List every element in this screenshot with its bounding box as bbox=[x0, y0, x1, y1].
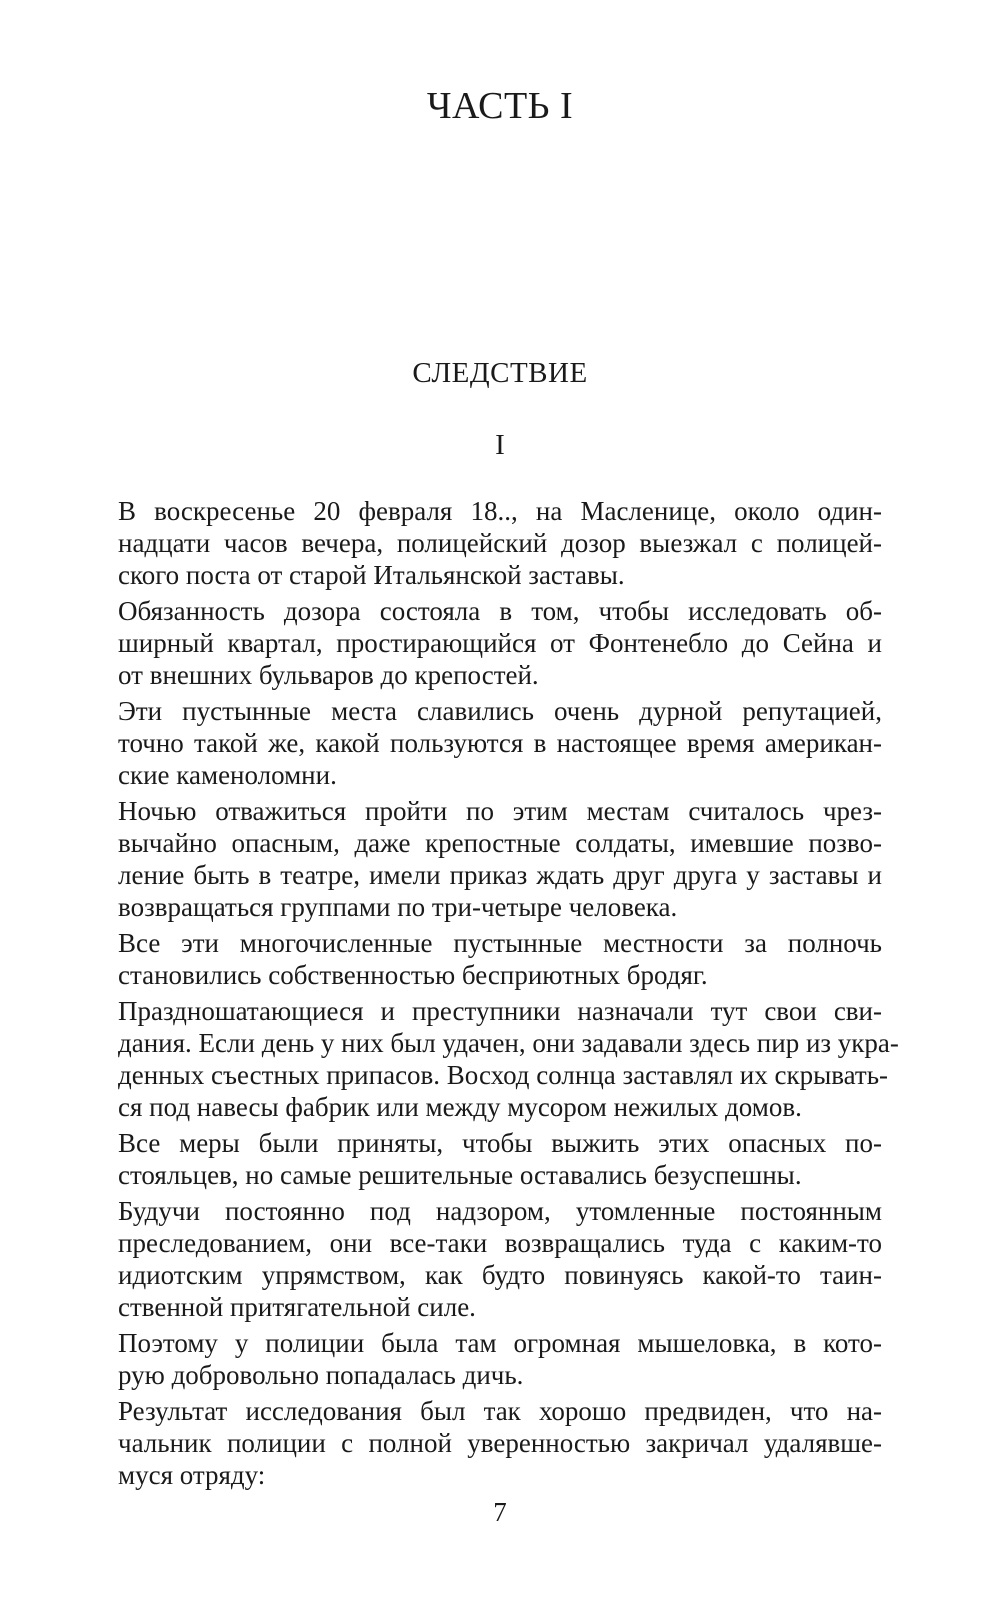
text-line: становились собственностью бесприютных бродяг. bbox=[118, 960, 708, 990]
body-text bbox=[72, 495, 899, 1495]
paragraph bbox=[72, 595, 882, 691]
text-line: стояльцев, но самые решительные оставались безуспешны. bbox=[118, 1160, 802, 1190]
text-line: дания. Если день у них был удачен, они задавали здесь пир из укра- bbox=[118, 1028, 899, 1058]
text-line: чальник полиции с полной уверенностью закричал удалявше- bbox=[118, 1428, 882, 1458]
text-line: Праздношатающиеся и преступники назначали тут свои сви- bbox=[118, 996, 882, 1026]
text-line: надцати часов вечера, полицейский дозор выезжал с полицей- bbox=[118, 528, 882, 558]
paragraph bbox=[72, 927, 882, 991]
text-line: Все меры были приняты, чтобы выжить этих опасных по- bbox=[118, 1128, 882, 1158]
text-line: ление быть в театре, имели приказ ждать друг друга у заставы и bbox=[118, 860, 882, 890]
text-line: Все эти многочисленные пустынные местности за полночь bbox=[118, 928, 882, 958]
text-line: идиотским упрямством, как будто повинуясь какой-то таин- bbox=[118, 1260, 882, 1290]
paragraph bbox=[72, 495, 882, 591]
paragraph bbox=[72, 995, 899, 1123]
text-line: преследованием, они все-таки возвращались туда с каким-то bbox=[118, 1228, 882, 1258]
text-line: В воскресенье 20 февраля 18.., на Масленице, около один- bbox=[118, 496, 882, 526]
paragraph bbox=[72, 695, 882, 791]
part-title: ЧАСТЬ I bbox=[426, 85, 574, 127]
text-line: возвращаться группами по три-четыре человека. bbox=[118, 892, 678, 922]
text-line: муся отряду: bbox=[118, 1460, 266, 1490]
text-line: ские каменоломни. bbox=[118, 760, 337, 790]
text-line: вычайно опасным, даже крепостные солдаты, имевшие позво- bbox=[118, 828, 882, 858]
text-line: от внешних бульваров до крепостей. bbox=[118, 660, 539, 690]
text-line: денных съестных припасов. Восход солнца заставлял их скрывать- bbox=[118, 1060, 889, 1090]
chapter-number: I bbox=[495, 429, 505, 461]
text-line: Обязанность дозора состояла в том, чтобы исследовать об- bbox=[118, 596, 882, 626]
text-line: точно такой же, какой пользуются в настоящее время американ- bbox=[118, 728, 882, 758]
section-title: СЛЕДСТВИЕ bbox=[412, 357, 588, 389]
paragraph bbox=[72, 1127, 882, 1191]
text-line: ся под навесы фабрик или между мусором нежилых домов. bbox=[118, 1092, 802, 1122]
text-line: Эти пустынные места славились очень дурной репутацией, bbox=[118, 696, 882, 726]
page-number: 7 bbox=[493, 1497, 507, 1527]
text-line: ственной притягательной силе. bbox=[118, 1292, 476, 1322]
text-line: Ночью отважиться пройти по этим местам считалось чрез- bbox=[118, 796, 882, 826]
text-line: Результат исследования был так хорошо предвиден, что на- bbox=[118, 1396, 882, 1426]
text-line: Будучи постоянно под надзором, утомленные постоянным bbox=[118, 1196, 882, 1226]
text-line: ского поста от старой Итальянской заставы. bbox=[118, 560, 625, 590]
paragraph bbox=[72, 1327, 882, 1391]
paragraph bbox=[72, 795, 882, 923]
paragraph bbox=[72, 1195, 882, 1323]
text-line: рую добровольно попадалась дичь. bbox=[118, 1360, 524, 1390]
text-line: ширный квартал, простирающийся от Фонтенебло до Сейна и bbox=[118, 628, 882, 658]
paragraph bbox=[72, 1395, 882, 1491]
text-line: Поэтому у полиции была там огромная мышеловка, в кото- bbox=[118, 1328, 882, 1358]
